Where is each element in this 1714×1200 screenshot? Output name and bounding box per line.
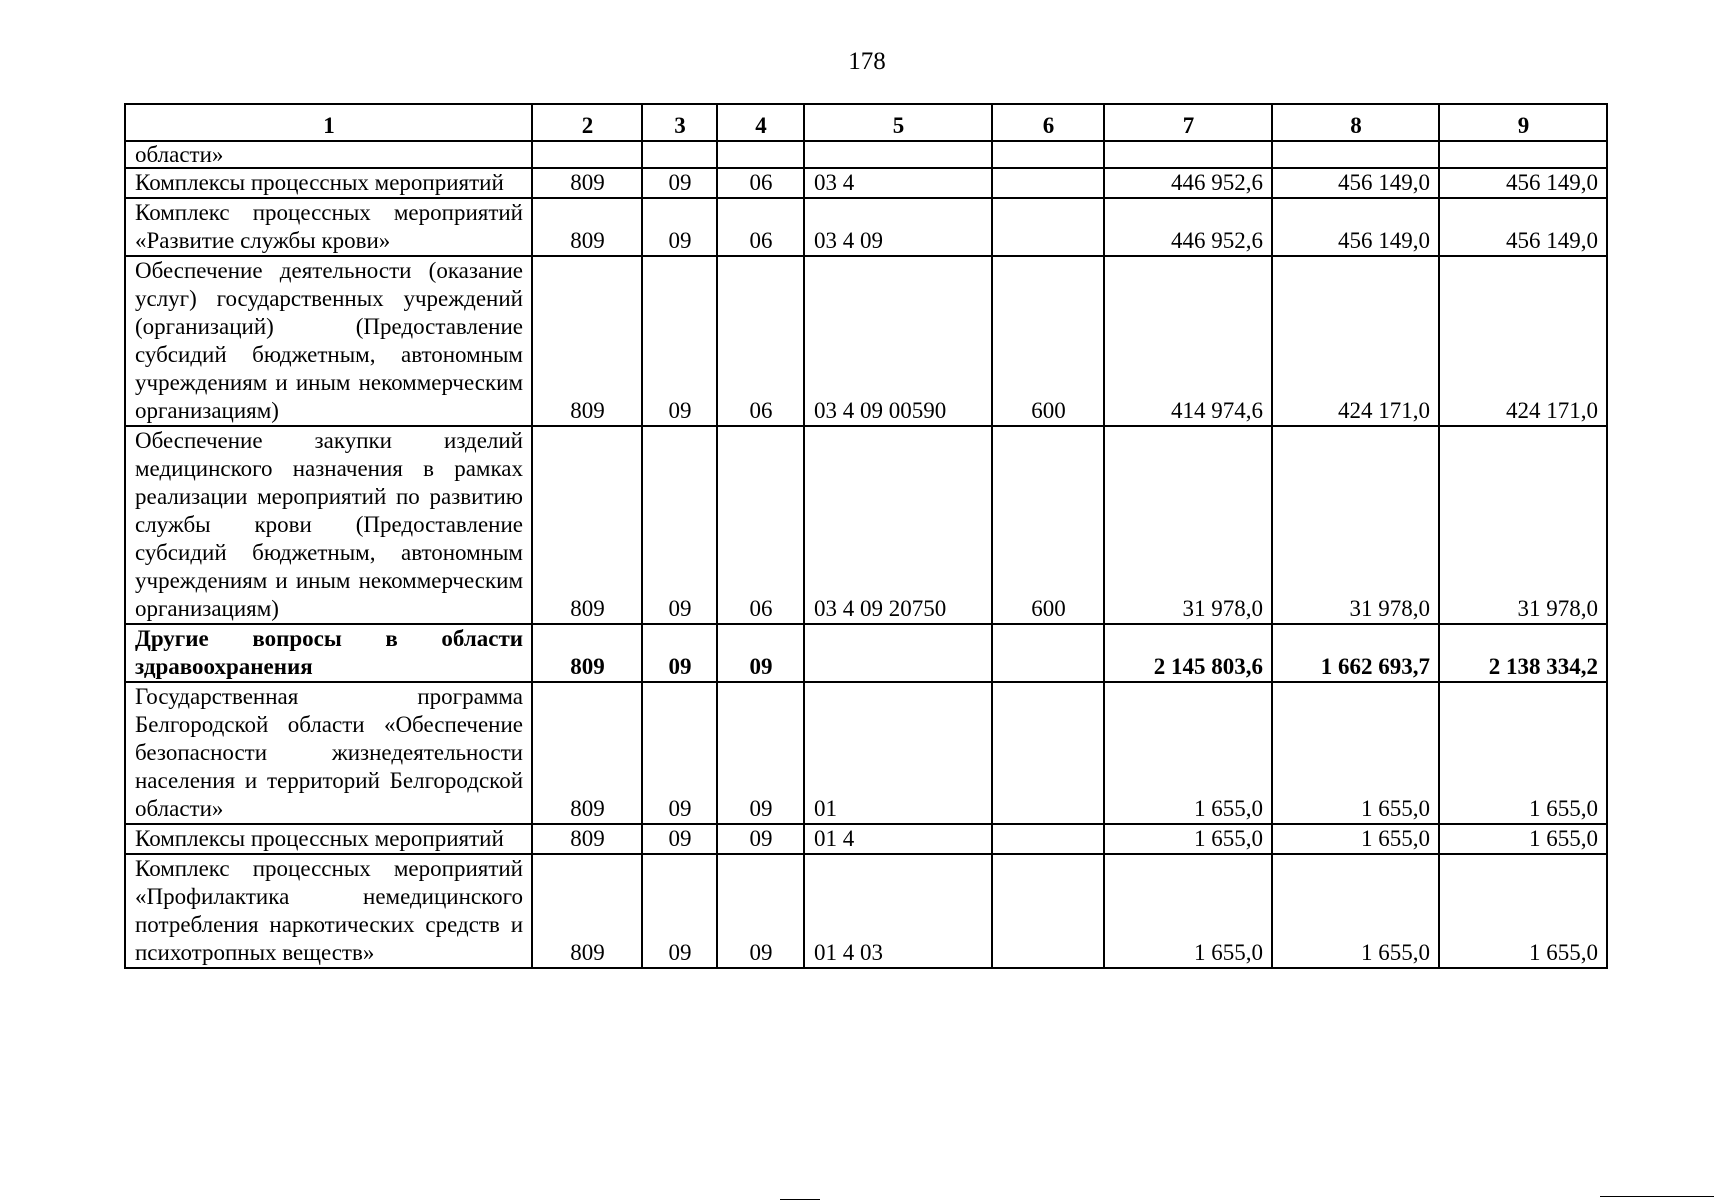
cell-subsection: 06 [717, 198, 804, 256]
table-header-row [125, 104, 1607, 141]
cell-admin-code: 809 [532, 854, 642, 968]
cell-admin-code: 809 [532, 824, 642, 854]
row-name: Комплексы процессных мероприятий [125, 824, 532, 854]
table-row [125, 168, 1607, 198]
cell-subsection: 06 [717, 168, 804, 198]
cell-expense-type [992, 168, 1104, 198]
cell-target-article: 01 4 [804, 824, 992, 854]
cell-section: 09 [642, 426, 717, 624]
cell-amount-year3: 31 978,0 [1439, 426, 1607, 624]
column-header: 9 [1439, 104, 1607, 141]
cell-target-article: 01 [804, 682, 992, 824]
cell-target-article: 03 4 [804, 168, 992, 198]
row-name: Комплекс процессных мероприятий «Профилактика немедицинского потребления наркотических средств и психотропных веществ» [125, 854, 532, 968]
cell-amount-year2: 456 149,0 [1272, 168, 1439, 198]
cell-section: 09 [642, 854, 717, 968]
cell-amount-year1: 446 952,6 [1104, 198, 1272, 256]
cell-admin-code: 809 [532, 256, 642, 426]
page-number: 178 [848, 48, 886, 75]
column-header: 2 [532, 104, 642, 141]
cell-target-article: 03 4 09 [804, 198, 992, 256]
table-row [125, 256, 1607, 426]
row-name: Государственная программа Белгородской области «Обеспечение безопасности жизнедеятельности населения и территорий Белгородской области» [125, 682, 532, 824]
budget-table [124, 103, 1608, 969]
cell-amount-year1: 414 974,6 [1104, 256, 1272, 426]
cell-subsection [717, 141, 804, 168]
column-header: 3 [642, 104, 717, 141]
cell-amount-year3: 424 171,0 [1439, 256, 1607, 426]
table-row [125, 198, 1607, 256]
table-row [125, 854, 1607, 968]
row-name: Другие вопросы в области здравоохранения [125, 624, 532, 682]
cell-amount-year3: 1 655,0 [1439, 824, 1607, 854]
cell-expense-type: 600 [992, 426, 1104, 624]
cell-amount-year1: 446 952,6 [1104, 168, 1272, 198]
cell-expense-type [992, 624, 1104, 682]
cell-subsection: 09 [717, 854, 804, 968]
cell-expense-type [992, 824, 1104, 854]
cell-target-article [804, 624, 992, 682]
cell-target-article [804, 141, 992, 168]
cell-amount-year3: 456 149,0 [1439, 168, 1607, 198]
scan-artifact-line-right [1600, 1196, 1714, 1197]
cell-target-article: 03 4 09 00590 [804, 256, 992, 426]
cell-subsection: 09 [717, 824, 804, 854]
cell-subsection: 06 [717, 426, 804, 624]
cell-amount-year2: 456 149,0 [1272, 198, 1439, 256]
cell-section [642, 141, 717, 168]
cell-admin-code: 809 [532, 682, 642, 824]
table-row-section-total [125, 624, 1607, 682]
cell-section: 09 [642, 624, 717, 682]
cell-admin-code: 809 [532, 426, 642, 624]
table-row [125, 824, 1607, 854]
row-name: Обеспечение закупки изделий медицинского назначения в рамках реализации мероприятий по развитию службы крови (Предоставление субсидий бюджетным, автономным учреждениям и иным некоммерческим организациям) [125, 426, 532, 624]
cell-admin-code: 809 [532, 198, 642, 256]
row-name: области» [125, 141, 532, 168]
cell-section: 09 [642, 168, 717, 198]
cell-amount-year2: 424 171,0 [1272, 256, 1439, 426]
cell-target-article: 03 4 09 20750 [804, 426, 992, 624]
cell-admin-code: 809 [532, 624, 642, 682]
cell-subsection: 06 [717, 256, 804, 426]
cell-amount-year3 [1439, 141, 1607, 168]
cell-admin-code: 809 [532, 168, 642, 198]
cell-amount-year3: 1 655,0 [1439, 682, 1607, 824]
column-header: 4 [717, 104, 804, 141]
cell-expense-type: 600 [992, 256, 1104, 426]
cell-expense-type [992, 682, 1104, 824]
row-name: Обеспечение деятельности (оказание услуг) государственных учреждений (организаций) (Предоставление субсидий бюджетным, автономным учреждениям и иным некоммерческим организациям) [125, 256, 532, 426]
cell-amount-year1: 2 145 803,6 [1104, 624, 1272, 682]
cell-expense-type [992, 854, 1104, 968]
cell-section: 09 [642, 256, 717, 426]
cell-amount-year2: 1 655,0 [1272, 682, 1439, 824]
table-row [125, 426, 1607, 624]
cell-amount-year1: 1 655,0 [1104, 824, 1272, 854]
column-header: 8 [1272, 104, 1439, 141]
cell-expense-type [992, 141, 1104, 168]
cell-amount-year2: 1 662 693,7 [1272, 624, 1439, 682]
cell-amount-year3: 2 138 334,2 [1439, 624, 1607, 682]
cell-amount-year2 [1272, 141, 1439, 168]
cell-amount-year2: 1 655,0 [1272, 854, 1439, 968]
cell-section: 09 [642, 682, 717, 824]
cell-subsection: 09 [717, 624, 804, 682]
row-name: Комплексы процессных мероприятий [125, 168, 532, 198]
column-header: 7 [1104, 104, 1272, 141]
cell-expense-type [992, 198, 1104, 256]
column-header: 1 [125, 104, 532, 141]
column-header: 5 [804, 104, 992, 141]
row-name: Комплекс процессных мероприятий «Развитие службы крови» [125, 198, 532, 256]
cell-amount-year2: 31 978,0 [1272, 426, 1439, 624]
cell-section: 09 [642, 198, 717, 256]
cell-amount-year1: 31 978,0 [1104, 426, 1272, 624]
cell-amount-year1 [1104, 141, 1272, 168]
cell-section: 09 [642, 824, 717, 854]
cell-subsection: 09 [717, 682, 804, 824]
cell-amount-year3: 456 149,0 [1439, 198, 1607, 256]
column-header: 6 [992, 104, 1104, 141]
table-row [125, 141, 1607, 168]
cell-amount-year1: 1 655,0 [1104, 854, 1272, 968]
cell-target-article: 01 4 03 [804, 854, 992, 968]
cell-amount-year1: 1 655,0 [1104, 682, 1272, 824]
cell-admin-code [532, 141, 642, 168]
cell-amount-year3: 1 655,0 [1439, 854, 1607, 968]
table-row [125, 682, 1607, 824]
cell-amount-year2: 1 655,0 [1272, 824, 1439, 854]
